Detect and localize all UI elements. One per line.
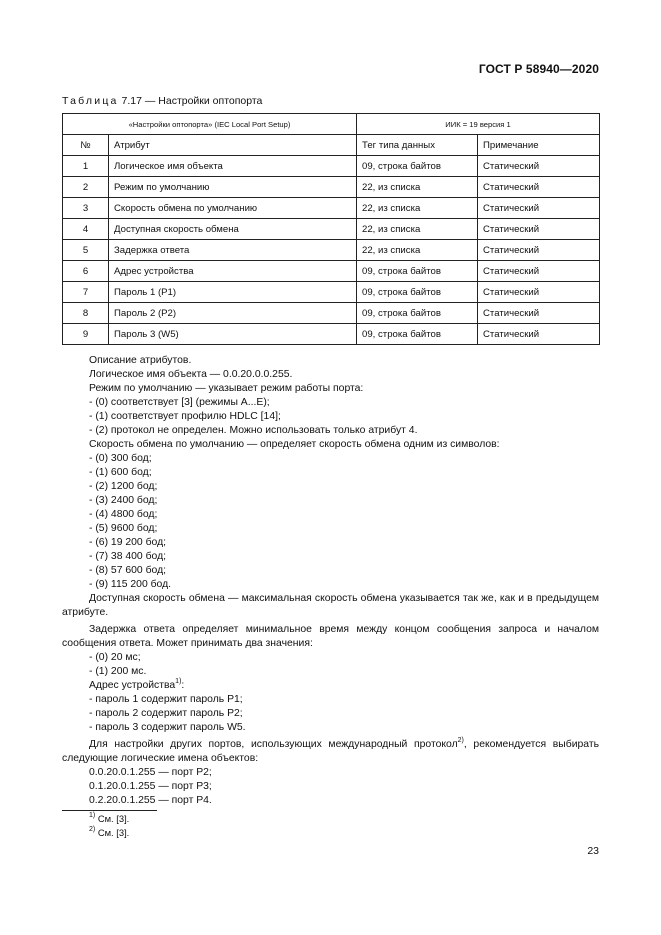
row-data-type: 09, строка байтов [357, 324, 478, 345]
caption-prefix: Таблица [62, 95, 119, 107]
header-number: № [63, 135, 109, 156]
delay-list-item: - (1) 200 мс. [89, 666, 147, 677]
mode-list-item: - (1) соответствует профилю HDLC [14]; [89, 411, 281, 422]
logical-name-text: Логическое имя объекта — 0.0.20.0.0.255. [89, 369, 293, 380]
header-data-type: Тег типа данных [357, 135, 478, 156]
row-number: 3 [63, 198, 109, 219]
row-note: Статический [478, 282, 600, 303]
row-number: 4 [63, 219, 109, 240]
delay-list-item: - (0) 20 мс; [89, 652, 141, 663]
mode-list-item: - (2) протокол не определен. Можно использовать только атрибут 4. [89, 425, 418, 436]
footnote-separator [62, 810, 157, 811]
device-address-text [62, 679, 599, 693]
row-note: Статический [478, 324, 600, 345]
password-list-item: - пароль 1 содержит пароль P1; [89, 694, 243, 705]
row-data-type: 09, строка байтов [357, 261, 478, 282]
footnote-2-text: См. [3]. [95, 827, 130, 838]
row-attribute: Пароль 3 (W5) [109, 324, 357, 345]
table-row [63, 240, 600, 261]
class-id-cell: ИИК = 19 версия 1 [357, 114, 600, 135]
default-baud-text: Скорость обмена по умолчанию — определяет скорость обмена одним из символов: [89, 439, 500, 450]
row-attribute: Задержка ответа [109, 240, 357, 261]
row-attribute: Доступная скорость обмена [109, 219, 357, 240]
row-number: 1 [63, 156, 109, 177]
table-row [63, 177, 600, 198]
port-list-item: 0.2.20.0.1.255 — порт P4. [89, 795, 212, 806]
available-baud-text: Доступная скорость обмена — максимальная скорость обмена указывается так же, как и в предыдущем атрибуте. [62, 593, 599, 618]
row-data-type: 22, из списка [357, 219, 478, 240]
baud-list-item: - (2) 1200 бод; [89, 481, 158, 492]
row-number: 5 [63, 240, 109, 261]
response-delay-text: Задержка ответа определяет минимальное время между концом сообщения запроса и началом сообщения ответа. Может принимать два значения: [62, 624, 599, 649]
row-attribute: Пароль 1 (P1) [109, 282, 357, 303]
standard-id: ГОСТ Р 58940—2020 [478, 62, 599, 76]
row-number: 7 [63, 282, 109, 303]
row-note: Статический [478, 303, 600, 324]
port-list-item: 0.0.20.0.1.255 — порт P2; [89, 767, 212, 778]
row-data-type: 09, строка байтов [357, 282, 478, 303]
caption-title: 7.17 — Настройки оптопорта [118, 95, 263, 107]
table-top-row [63, 114, 600, 135]
default-mode-text: Режим по умолчанию — указывает режим работы порта: [89, 383, 364, 394]
row-note: Статический [478, 261, 600, 282]
row-number: 2 [63, 177, 109, 198]
baud-list-item: - (7) 38 400 бод; [89, 551, 167, 562]
optoport-settings-table [62, 113, 600, 345]
row-data-type: 22, из списка [357, 177, 478, 198]
port-list-item: 0.1.20.0.1.255 — порт P3; [89, 781, 212, 792]
row-attribute: Режим по умолчанию [109, 177, 357, 198]
footnote-2 [89, 827, 129, 838]
footnote-ref-2: 2) [457, 736, 464, 744]
table-row [63, 219, 600, 240]
row-data-type: 09, строка байтов [357, 303, 478, 324]
password-list-item: - пароль 2 содержит пароль P2; [89, 708, 243, 719]
baud-list-item: - (0) 300 бод; [89, 453, 152, 464]
other-ports-part-a: Для настройки других портов, использующих международный протокол [89, 739, 458, 750]
table-row [63, 282, 600, 303]
other-ports-text [62, 738, 599, 766]
row-number: 8 [63, 303, 109, 324]
header-note: Примечание [478, 135, 600, 156]
row-number: 6 [63, 261, 109, 282]
table-caption [62, 95, 262, 107]
page-number: 23 [587, 845, 599, 857]
row-attribute: Пароль 2 (P2) [109, 303, 357, 324]
baud-list-item: - (1) 600 бод; [89, 467, 152, 478]
row-attribute: Логическое имя объекта [109, 156, 357, 177]
row-data-type: 09, строка байтов [357, 156, 478, 177]
row-attribute: Адрес устройства [109, 261, 357, 282]
table-header-row [63, 135, 600, 156]
device-address-label: Адрес устройства [89, 680, 176, 691]
row-note: Статический [478, 219, 600, 240]
row-number: 9 [63, 324, 109, 345]
device-address-colon: : [181, 680, 185, 691]
row-data-type: 22, из списка [357, 198, 478, 219]
row-data-type: 22, из списка [357, 240, 478, 261]
row-note: Статический [478, 156, 600, 177]
mode-list-item: - (0) соответствует [3] (режимы A...E); [89, 397, 270, 408]
footnote-1-text: См. [3]. [95, 813, 130, 824]
intro-text: Описание атрибутов. [89, 355, 192, 366]
baud-list-item: - (4) 4800 бод; [89, 509, 158, 520]
table-row [63, 303, 600, 324]
class-name-cell: «Настройки оптопорта» (IEC Local Port Setup) [63, 114, 357, 135]
baud-list-item: - (8) 57 600 бод; [89, 565, 167, 576]
row-attribute: Скорость обмена по умолчанию [109, 198, 357, 219]
row-note: Статический [478, 198, 600, 219]
footnote-ref-1: 1) [175, 677, 182, 685]
baud-list-item: - (9) 115 200 бод. [89, 579, 172, 590]
footnote-2-mark: 2) [89, 825, 96, 833]
password-list-item: - пароль 3 содержит пароль W5. [89, 722, 246, 733]
table-row [63, 324, 600, 345]
baud-list-item: - (5) 9600 бод; [89, 523, 158, 534]
attribute-description [62, 354, 599, 808]
other-ports-part-b: , рекомендуется выбирать следующие логические имена объектов: [62, 739, 599, 764]
row-note: Статический [478, 177, 600, 198]
baud-list-item: - (6) 19 200 бод; [89, 537, 167, 548]
table-row [63, 156, 600, 177]
header-attribute: Атрибут [109, 135, 357, 156]
table-row [63, 261, 600, 282]
footnote-1-mark: 1) [89, 811, 96, 819]
baud-list-item: - (3) 2400 бод; [89, 495, 158, 506]
row-note: Статический [478, 240, 600, 261]
table-row [63, 198, 600, 219]
footnote-1 [89, 813, 129, 824]
